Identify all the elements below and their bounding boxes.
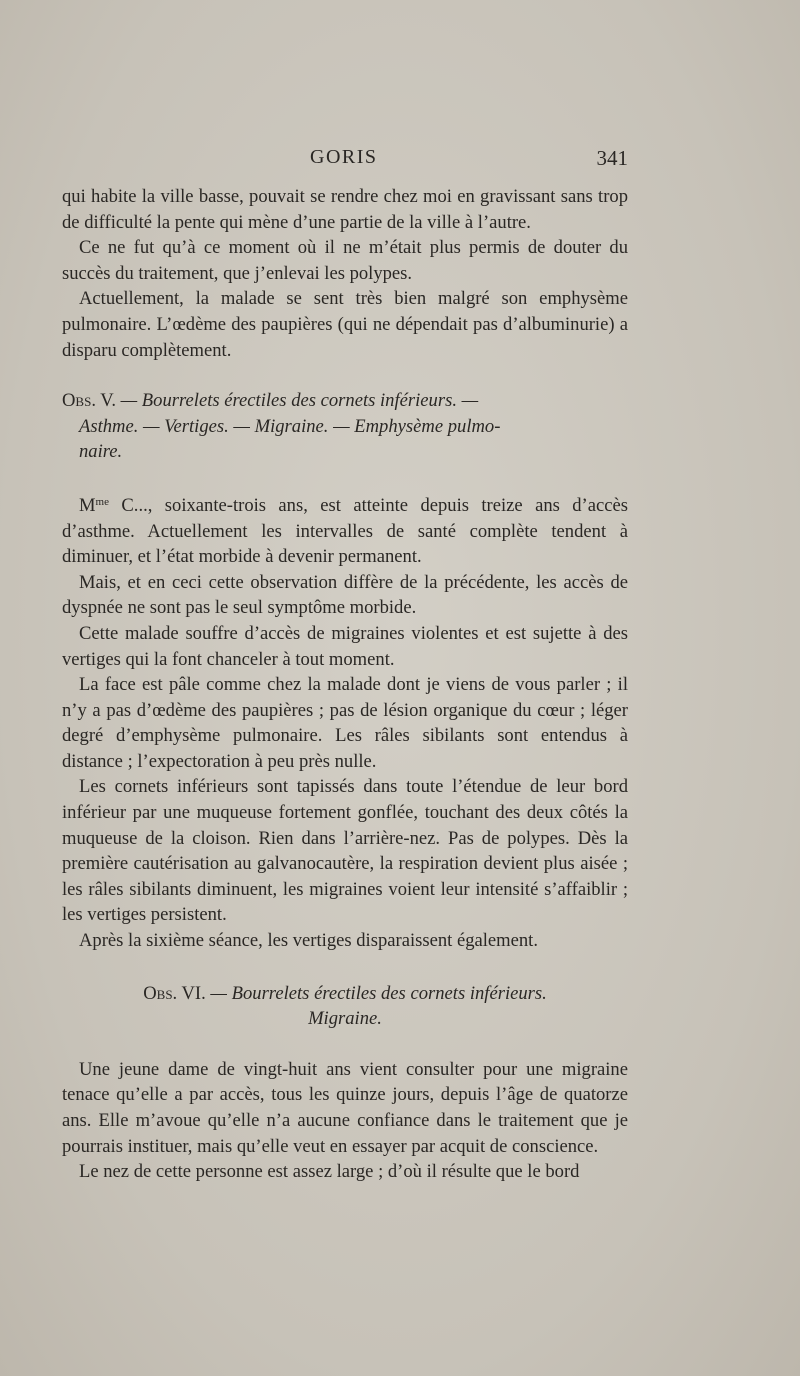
observation-heading-v bbox=[62, 388, 628, 465]
superscript: me bbox=[95, 495, 109, 508]
observation-title: Asthme. — Vertiges. — Migraine. — Emphysème pulmo- bbox=[79, 415, 501, 437]
observation-title: — Bourrelets érectiles des cornets inférieurs. — bbox=[115, 390, 479, 412]
observation-heading-vi bbox=[62, 981, 628, 1032]
paragraph: Après la sixième séance, les vertiges disparaissent également. bbox=[79, 930, 538, 952]
observation-title: — Bourrelets érectiles des cornets inférieurs. bbox=[205, 982, 547, 1004]
text-fragment: M bbox=[79, 494, 96, 516]
page-header bbox=[62, 146, 628, 176]
paragraph: Actuellement, la malade se sent très bien malgré son emphysème pulmonaire. L’œdème des paupières (qui ne dépendait pas d’albuminurie) a disparu complètement. bbox=[62, 288, 628, 361]
paragraph: Cette malade souffre d’accès de migraines violentes et est sujette à des vertiges qui la font chanceler à tout moment. bbox=[62, 622, 628, 670]
paragraph: qui habite la ville basse, pouvait se rendre chez moi en gravissant sans trop de difficulté la pente qui mène d’une partie de la ville à l’autre. bbox=[62, 186, 628, 233]
text-fragment: C..., soixante-trois ans, est atteinte depuis treize ans d’accès d’asthme. Actuellement les intervalles de santé complète tendent à diminuer, et l’état morbide à devenir permanent. bbox=[62, 494, 628, 568]
observation-title: Migraine. bbox=[308, 1008, 382, 1030]
observation-title: naire. bbox=[79, 441, 123, 463]
paragraph: Le nez de cette personne est assez large ; d’où il résulte que le bord bbox=[79, 1161, 580, 1183]
observation-label: Obs. V. bbox=[62, 390, 116, 412]
paragraph bbox=[62, 490, 628, 570]
page-body bbox=[62, 184, 628, 1185]
page-number: 341 bbox=[596, 146, 628, 170]
running-title: GORIS bbox=[310, 146, 378, 168]
paragraph: Ce ne fut qu’à ce moment où il ne m’était plus permis de douter du succès du traitement, que j’enlevai les polypes. bbox=[62, 237, 628, 284]
paragraph: La face est pâle comme chez la malade dont je viens de vous parler ; il n’y a pas d’œdème des paupières ; pas de lésion organique du cœur ; léger degré d’emphysème pulmonaire. Les râles sibilants sont entendus à distance ; l’expectoration à peu près nulle. bbox=[62, 674, 628, 772]
paragraph: Mais, et en ceci cette observation diffère de la précédente, les accès de dyspnée ne sont pas le seul symptôme morbide. bbox=[62, 571, 628, 619]
paragraph: Une jeune dame de vingt-huit ans vient consulter pour une migraine tenace qu’elle a par accès, tous les quinze jours, depuis l’âge de quatorze ans. Elle m’avoue qu’elle n’a aucune confiance dans le traitement que je pourrais instituer, mais qu’elle veut en essayer par acquit de conscience. bbox=[62, 1058, 628, 1157]
paragraph: Les cornets inférieurs sont tapissés dans toute l’étendue de leur bord inférieur par une muqueuse fortement gonflée, touchant des deux côtés la muqueuse de la cloison. Rien dans l’arrière-nez. Pas de polypes. Dès la première cautérisation au galvanocautère, la respiration devient plus aisée ; les râles sibilants diminuent, les migraines voient leur intensité s’affaiblir ; les vertiges persistent. bbox=[62, 776, 628, 926]
observation-label: Obs. VI. bbox=[143, 982, 206, 1004]
